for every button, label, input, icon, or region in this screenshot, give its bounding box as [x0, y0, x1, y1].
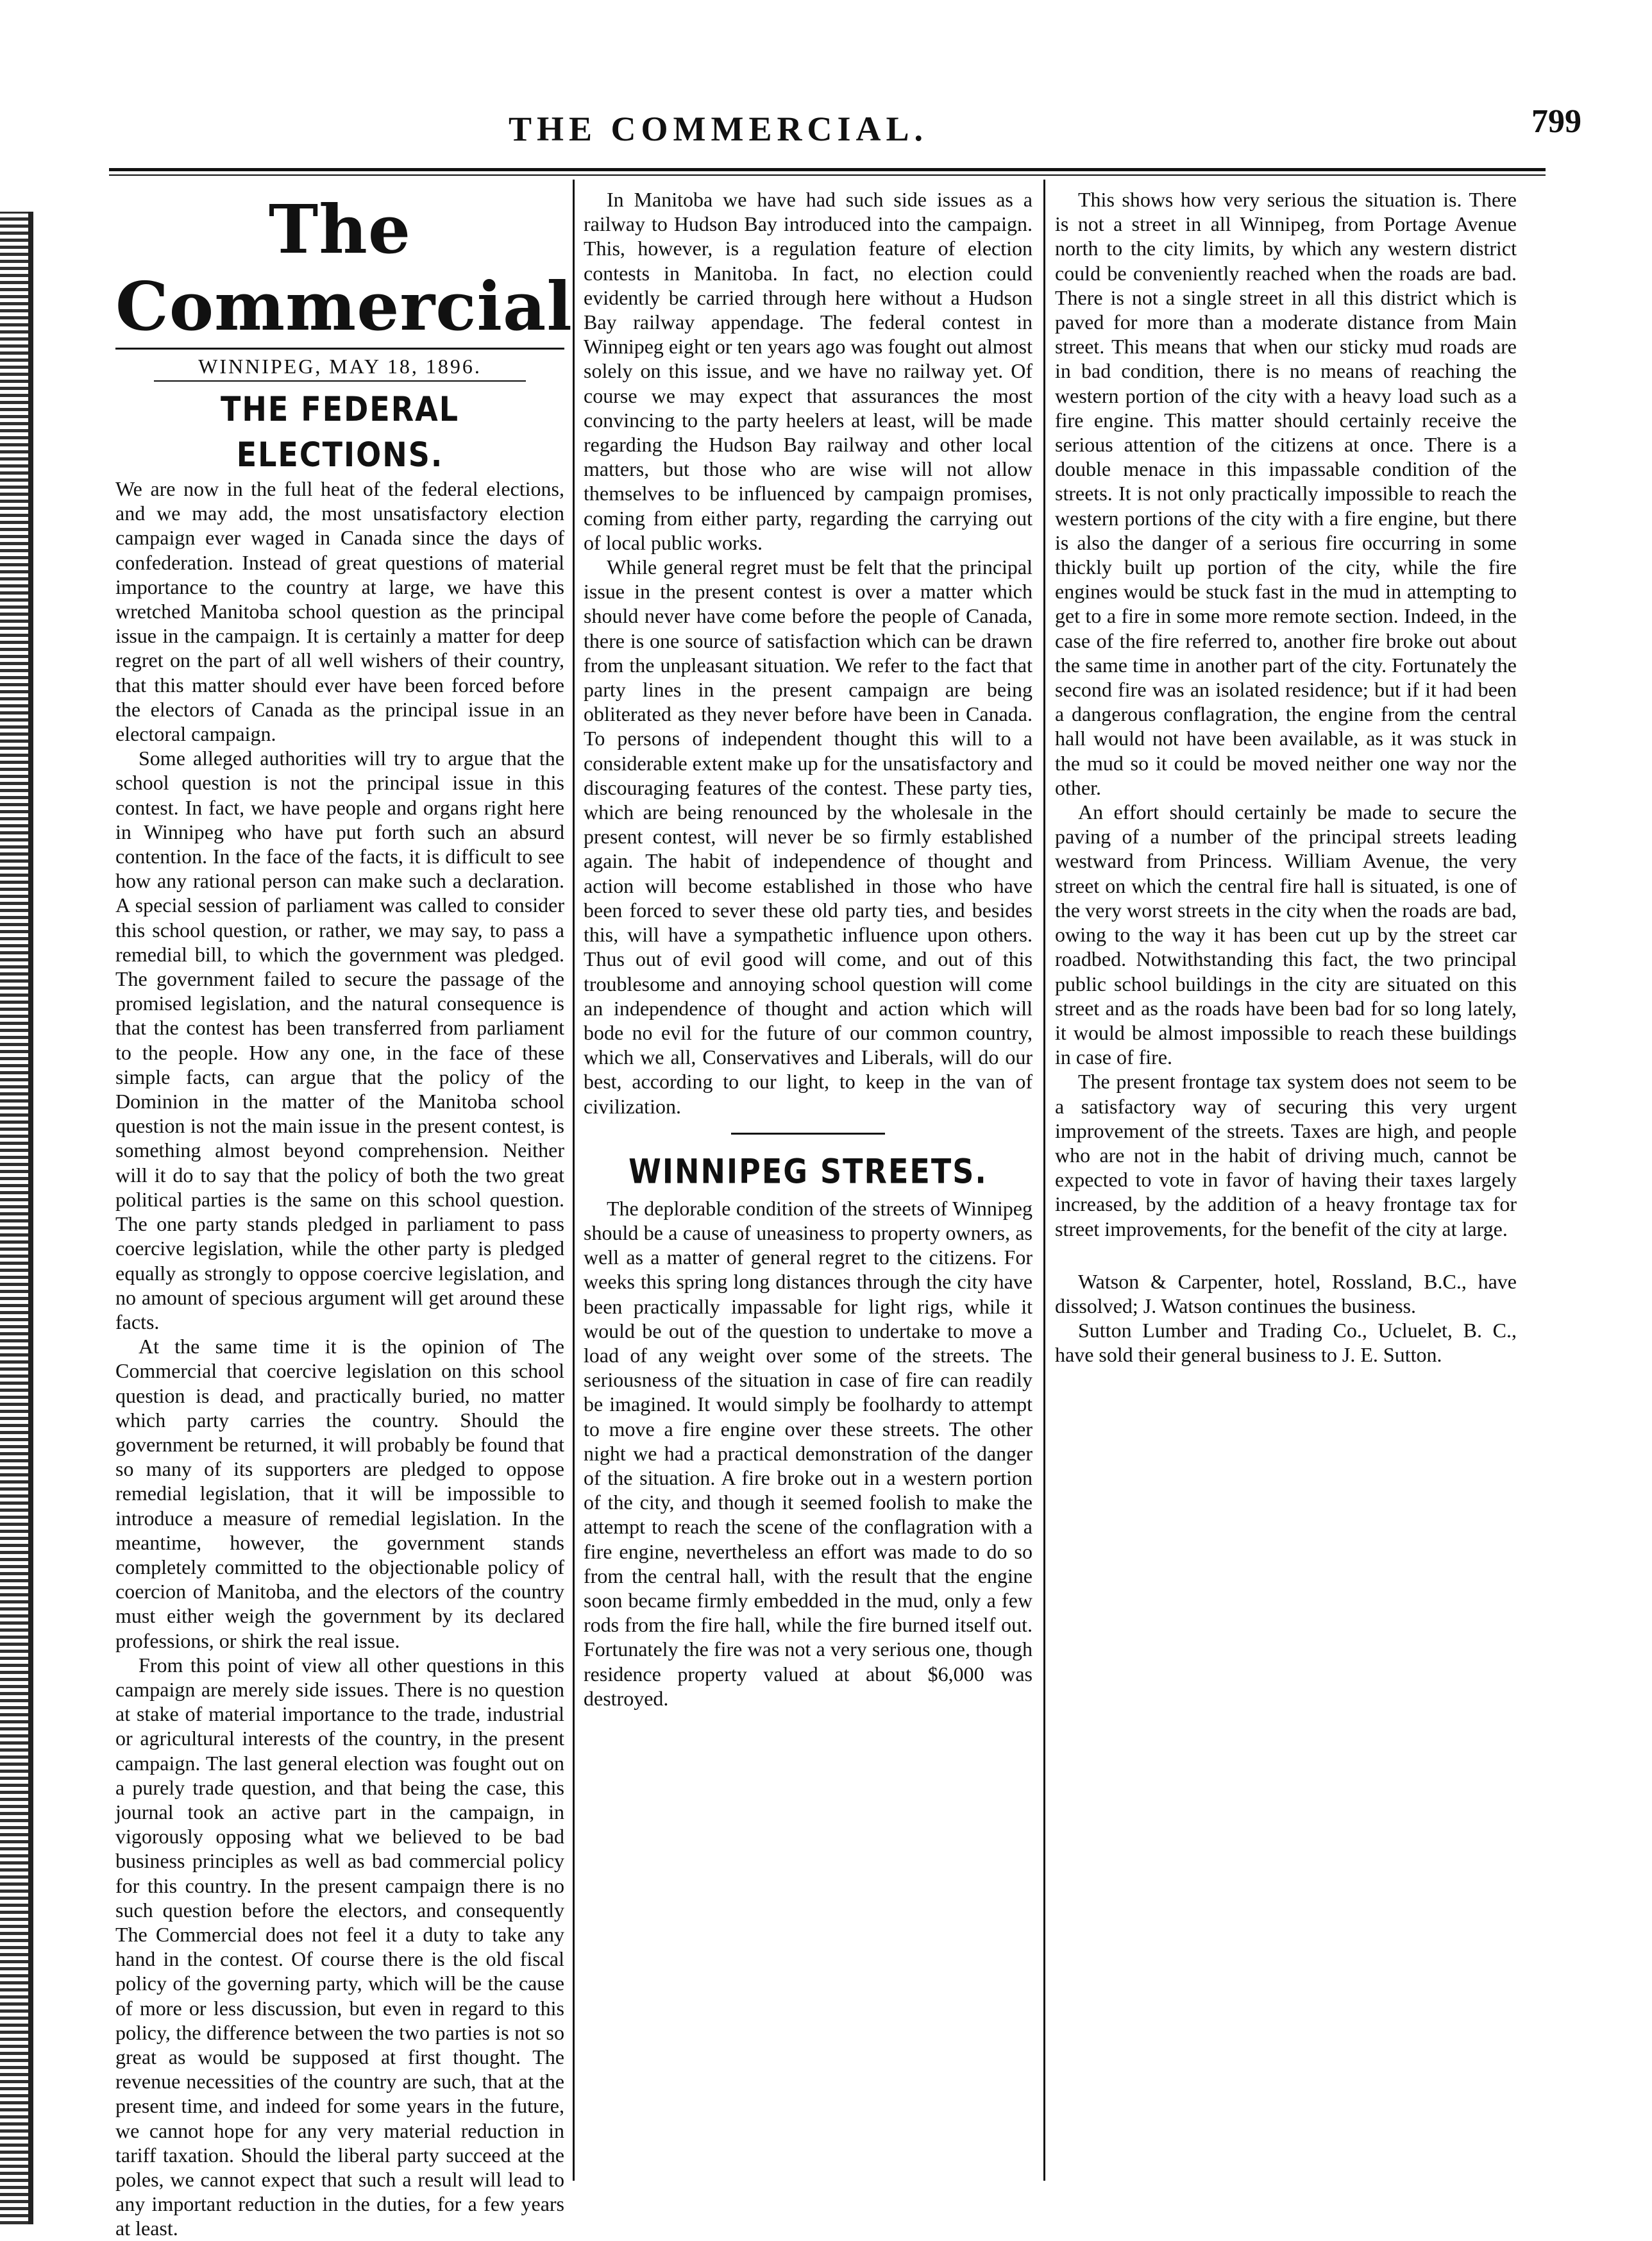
federal-elections-paragraph-3: At the same time it is the opinion of The Commercial that coercive legislation on this school question is dead, and practically buried, no matter which party carries the country. Should the government be returned, it will probably be found that so many of its supporters are pledged to oppose remedial legislation, that it will be impossible to introduce a measure of remedial legislation. In the meantime, however, the government stands completely committed to the objectionable policy of coercion of Manitoba, and the electors of the country must either weigh the government by its declared professions, or shirk the real issue.	[115, 1335, 564, 1652]
column-1	[115, 187, 573, 2241]
federal-elections-paragraph-6: While general regret must be felt that the principal issue in the present contest is over a matter which should never have come before the people of Canada, there is one source of satisfaction which can be drawn from the unpleasant situation. We refer to the fact that party lines in the present campaign are being obliterated as they never before have been in Canada. To persons of independent thought this will to a considerable extent make up for the unsatisfactory and discouraging features of the contest. These party ties, which are being renounced by the wholesale in the present contest, will never be so firmly established again. The habit of independence of thought and action will become established in those who have been forced to sever these old party ties, and besides this, will have a sympathetic influence upon others. Thus out of evil good will come, and out of this troublesome and annoying school question will come an independence of thought and action which will bode no evil for the future of our common country, which we all, Conservatives and Liberals, will do our best, according to our light, to keep in the van of civilization.	[584, 555, 1032, 1118]
column-rule-2	[1043, 180, 1045, 2181]
winnipeg-streets-paragraph-4: The present frontage tax system does not seem to be a satisfactory way of securing this very urgent improvement of the streets. Taxes are high, and people who are not in the habit of driving much, cannot be expected to vote in favor of having their taxes largely increased, by the addition of a heavy frontage tax for street improvements, for the benefit of the city at large.	[1055, 1070, 1517, 1240]
dateline-rule	[154, 380, 526, 382]
winnipeg-streets-paragraph-2: This shows how very serious the situation is. There is not a street in all Winnipeg, from Portage Avenue north to the city limits, by which any western district could be conveniently reached when the roads are bad. There is not a single street in all this district which is paved for more than a moderate distance from Main street. This means that when our sticky mud roads are in bad condition, there is no means of reaching the western portion of the city with a heavy load such as a fire engine. This matter should certainly receive the serious attention of the citizens at once. There is a double menace in this impassable condition of the streets. It is not only practically impossible to reach the western portions of the city with a fire engine, but there is also the danger of a serious fire occurring in some thickly built up portion of the city, while the fire engines would be stuck fast in the mud in attempting to get to a fire in some more remote section. Indeed, in the case of the fire referred to, another fire broke out about the same time in another part of the city. Fortunately the second fire was an isolated residence; but if it had been a dangerous conflagration, the engine from the central hall would not have been available, as it was stuck in the mud so it could be moved neither one way nor the other.	[1055, 188, 1517, 799]
header-rule-thin	[109, 174, 1546, 176]
binding-edge	[28, 212, 33, 2224]
running-title: THE COMMERCIAL.	[508, 110, 928, 148]
notice-item: Watson & Carpenter, hotel, Rossland, B.C., have dissolved; J. Watson continues the business.	[1055, 1269, 1517, 1317]
binding-shadow	[0, 212, 28, 2224]
page-number: 799	[1531, 103, 1581, 140]
winnipeg-streets-heading: WINNIPEG STREETS.	[628, 1151, 988, 1191]
federal-elections-paragraph-2: Some alleged authorities will try to argue that the school question is not the principal issue in this contest. In fact, we have people and organs right here in Winnipeg who have put forth such an absurd contention. In the face of the facts, it is difficult to see how any rational person can make such a declaration. A special session of parliament was called to consider this school question, or rather, we may say, to pass a remedial bill, to which the government was pledged. The government failed to secure the passage of the promised legislation, and the natural consequence is that the contest has been transferred from parliament to the people. How any one, in the face of these simple facts, can argue that the policy of the Dominion in the matter of the Manitoba school question is not the main issue in the present contest, is something almost beyond comprehension. Neither will it do to say that the policy of both the two great political parties is the same on this school question. The one party stands pledged in parliament to pass coercive legislation, while the other party is pledged equally as strongly to oppose coercive legislation, and no amount of specious argument will get around these facts.	[115, 747, 564, 1333]
section-divider	[731, 1133, 885, 1135]
column-3	[1055, 187, 1517, 1367]
winnipeg-streets-paragraph-3: An effort should certainly be made to secure the paving of a number of the principal streets leading westward from Princess. William Avenue, the very street on which the central fire hall is situated, is one of the very worst streets in the city when the roads are bad, owing to the way it has been cut up by the street car roadbed. Notwithstanding this fact, the two principal public school buildings in the city are situated on this street and as the roads have been bad for so long lately, it would be almost impossible to reach these buildings in case of fire.	[1055, 800, 1517, 1069]
federal-elections-paragraph-5: In Manitoba we have had such side issues as a railway to Hudson Bay introduced into the campaign. This, however, is a regulation feature of election contests in Manitoba. In fact, no election could evidently be carried through here without a Hudson Bay railway appendage. The federal contest in Winnipeg eight or ten years ago was fought out almost solely on this issue, and we have no railway yet. Of course we may expect that assurances the most convincing to the party heelers at least, will be made regarding the Hudson Bay railway and other local matters, but those who are wise will not allow themselves to be influenced by campaign promises, coming from either party, regarding the carrying out of local public works.	[584, 188, 1032, 554]
winnipeg-streets-paragraph-1: The deplorable condition of the streets of Winnipeg should be a cause of uneasiness to property owners, as well as a matter of general regret to the citizens. For weeks this spring long distances through the city have been practically impassable for light rigs, while it would be out of the question to undertake to move a load of any weight over some of the streets. The seriousness of the situation in case of fire can readily be imagined. It would simply be foolhardy to attempt to move a fire engine over these streets. The other night we had a practical demonstration of the danger of the situation. A fire broke out in a western portion of the city, and though it seemed foolish to make the attempt to reach the scene of the conflagration with a fire engine, nevertheless an effort was made to do so from the central hall, with the result that the engine soon became firmly embedded in the mud, only a few rods from the fire hall, while the fire burned itself out. Fortunately the fire was not a very serious one, though residence property valued at about $6,000 was destroyed.	[584, 1196, 1032, 1710]
federal-elections-paragraph-4: From this point of view all other questions in this campaign are merely side issues. There is no question at stake of material importance to the trade, industrial or agricultural interests of the country, in the present campaign. The last general election was fought out on a purely trade question, and that being the case, this journal took an active part in the campaign, in vigorously opposing what we believed to be bad business principles as well as bad commercial policy for this country. In the present campaign there is no such question before the electors, and consequently The Commercial does not feel it a duty to take any hand in the contest. Of course there is the old fiscal policy of the governing party, which will be the cause of more or less discussion, but even in regard to this policy, the difference between the two parties is not so great as would be supposed at first thought. The revenue necessities of the country are such, that at the present time, and indeed for some years in the future, we cannot hope for any very material reduction in tariff taxation. Should the liberal party succeed at the poles, we cannot expect that such a result will lead to any important reduction in the duties, for a few years at least.	[115, 1653, 564, 2240]
dateline: WINNIPEG, MAY 18, 1896.	[198, 355, 482, 378]
masthead-rule	[115, 348, 564, 350]
federal-elections-heading: THE FEDERAL ELECTIONS.	[220, 389, 460, 475]
column-2	[584, 187, 1032, 1711]
federal-elections-paragraph-1: We are now in the full heat of the federal elections, and we may add, the most unsatisfactory election campaign ever waged in Canada since the days of confederation. Instead of great questions of material importance to the country at large, we have this wretched Manitoba school question as the principal issue in the campaign. It is certainly a matter for deep regret on the part of all well wishers of their country, that this matter should ever have been forced before the electors of Canada as the principal issue in an electoral campaign.	[115, 477, 564, 746]
business-notices	[1055, 1269, 1517, 1367]
column-rule-1	[573, 180, 575, 2181]
notice-item: Sutton Lumber and Trading Co., Ucluelet, B. C., have sold their general business to J. E. Sutton.	[1055, 1319, 1517, 1367]
masthead-title: The Commercial	[115, 190, 573, 346]
header-rule	[109, 168, 1546, 171]
